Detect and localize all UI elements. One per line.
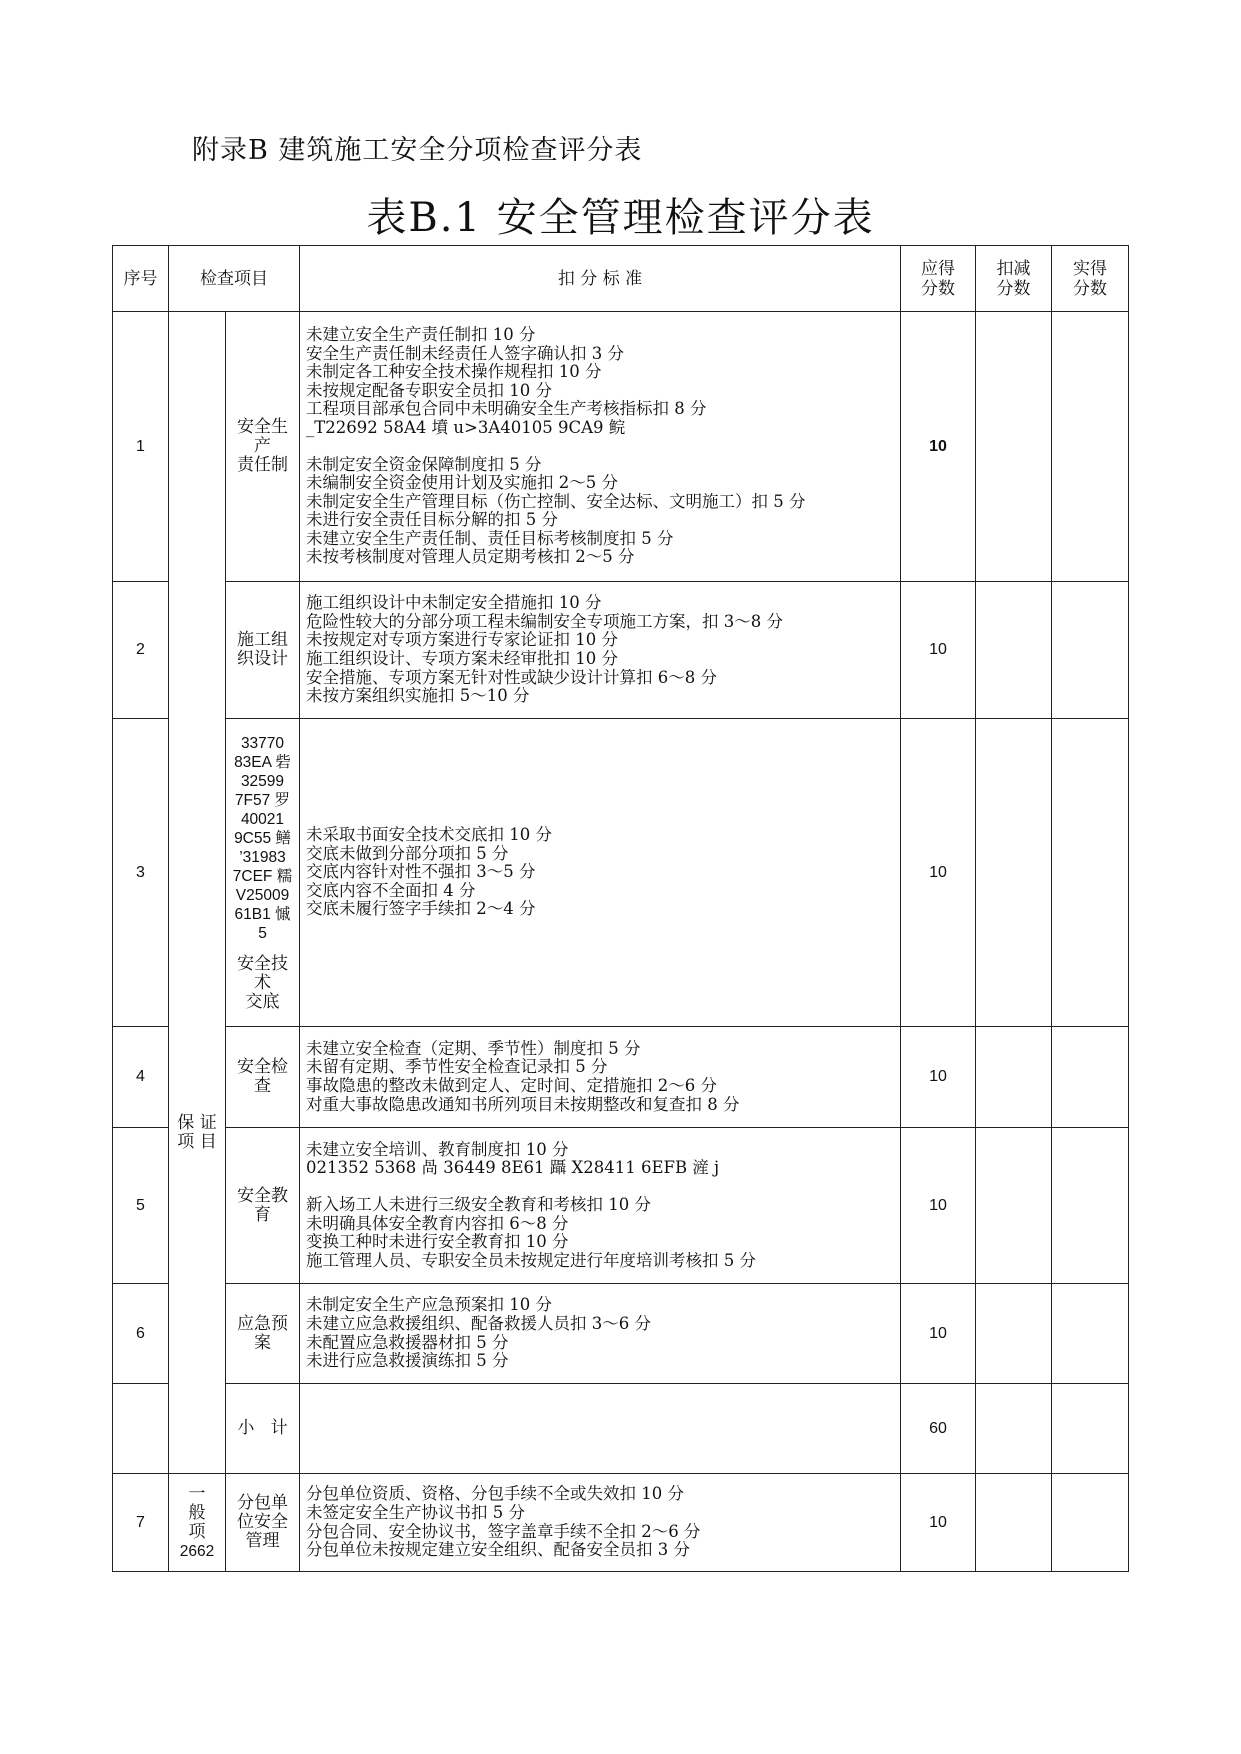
- row-seq: 5: [113, 1128, 169, 1284]
- table-row: [113, 719, 1129, 1027]
- subtotal-label: 小 计: [226, 1384, 300, 1474]
- deduct-score-cell[interactable]: [976, 1027, 1052, 1128]
- check-item: 施工组 织设计: [226, 582, 300, 719]
- max-score: 10: [901, 1027, 976, 1128]
- header-max-score-line1: 应得: [921, 258, 955, 279]
- subtotal-score: 60: [901, 1384, 976, 1474]
- actual-score-cell[interactable]: [1052, 1284, 1129, 1384]
- header-seq: 序号: [113, 246, 169, 312]
- deduct-score-cell[interactable]: [976, 719, 1052, 1027]
- check-item: 安全教 育: [226, 1128, 300, 1284]
- deduction-criteria: 施工组织设计中未制定安全措施扣 10 分 危险性较大的分部分项工程未编制安全专项施工方案，扣 3～8 分 未按规定对专项方案进行专家论证扣 10 分 施工组织设计、专项方案未经审批扣 10 分 安全措施、专项方案无针对性或缺少设计计算扣 6～8 分 未按方案组织实施扣 5～10 分: [300, 582, 901, 719]
- actual-score-cell[interactable]: [1052, 312, 1129, 582]
- max-score: 10: [901, 312, 976, 582]
- table-row: [113, 1284, 1129, 1384]
- row-seq: 1: [113, 312, 169, 582]
- category-general-items: 一 般 项 2662: [169, 1474, 226, 1572]
- deduction-criteria: 未建立安全生产责任制扣 10 分 安全生产责任制未经责任人签字确认扣 3 分 未制定各工种安全技术操作规程扣 10 分 未按规定配备专职安全员扣 10 分 工程项目部承包合同中未明确安全生产考核指标扣 8 分 _T22692 58A4 墳 u>3A40105 9CA9 鲩 未制定安全资金保障制度扣 5 分 未编制安全资金使用计划及实施扣 2～5 分 未制定安全生产管理目标（伤亡控制、安全达标、文明施工）扣 5 分 未进行安全责任目标分解的扣 5 分 未建立安全生产责任制、责任目标考核制度扣 5 分 未按考核制度对管理人员定期考核扣 2～5 分: [300, 312, 901, 582]
- actual-score-cell[interactable]: [1052, 582, 1129, 719]
- table-title: 表B.1 安全管理检查评分表: [366, 195, 875, 241]
- category-line1: 保 证: [177, 1112, 217, 1133]
- deduct-score-cell[interactable]: [976, 312, 1052, 582]
- header-actual-line2: 分数: [1073, 278, 1107, 299]
- check-item: 33770 83EA 砦 32599 7F57 罗 40021 9C55 鳝 ’31983 7CEF 糯 V25009 61B1 慽 5 安全技 术 交底: [226, 719, 300, 1027]
- row-seq: 4: [113, 1027, 169, 1128]
- table-row: [113, 1128, 1129, 1284]
- check-item: 安全生 产 责任制: [226, 312, 300, 582]
- header-check-item: 检查项目: [169, 246, 300, 312]
- row-seq: 2: [113, 582, 169, 719]
- deduct-score-cell[interactable]: [976, 1474, 1052, 1572]
- deduct-score-cell[interactable]: [976, 582, 1052, 719]
- category-line2: 项 目: [177, 1131, 217, 1152]
- table-header-row: [113, 246, 1129, 312]
- actual-score-cell[interactable]: [1052, 1384, 1129, 1474]
- header-actual-score: [1052, 246, 1129, 312]
- row-seq: 7: [113, 1474, 169, 1572]
- table-row: [113, 1474, 1129, 1572]
- header-deduct-line1: 扣减: [996, 258, 1031, 279]
- max-score: 10: [901, 719, 976, 1027]
- appendix-title: 附录B 建筑施工安全分项检查评分表: [192, 135, 643, 166]
- table-row: [113, 312, 1129, 582]
- deduction-criteria: 未建立安全培训、教育制度扣 10 分 021352 5368 咼 36449 8E61 躡 X28411 6EFB 滻 j 新入场工人未进行三级安全教育和考核扣 10 分 未明确具体安全教育内容扣 6～8 分 变换工种时未进行安全教育扣 10 分 施工管理人员、专职安全员未按规定进行年度培训考核扣 5 分: [300, 1128, 901, 1284]
- deduct-score-cell[interactable]: [976, 1384, 1052, 1474]
- max-score: 10: [901, 1128, 976, 1284]
- header-deduct-score: [976, 246, 1052, 312]
- subtotal-row: [113, 1384, 1129, 1474]
- subtotal-criteria-cell: [300, 1384, 901, 1474]
- deduction-criteria: 未制定安全生产应急预案扣 10 分 未建立应急救援组织、配备救援人员扣 3～6 分 未配置应急救援器材扣 5 分 未进行应急救援演练扣 5 分: [300, 1284, 901, 1384]
- safety-management-score-table: [112, 245, 1129, 1572]
- deduction-criteria: 未建立安全检查（定期、季节性）制度扣 5 分 未留有定期、季节性安全检查记录扣 5 分 事故隐患的整改未做到定人、定时间、定措施扣 2～6 分 对重大事故隐患改通知书所列项目未按期整改和复查扣 8 分: [300, 1027, 901, 1128]
- deduction-criteria: 分包单位资质、资格、分包手续不全或失效扣 10 分 未签定安全生产协议书扣 5 分 分包合同、安全协议书，签字盖章手续不全扣 2～6 分 分包单位未按规定建立安全组织、配备安全员扣 3 分: [300, 1474, 901, 1572]
- actual-score-cell[interactable]: [1052, 1474, 1129, 1572]
- max-score: 10: [901, 582, 976, 719]
- check-item: 应急预 案: [226, 1284, 300, 1384]
- table-row: [113, 1027, 1129, 1128]
- header-actual-line1: 实得: [1073, 258, 1107, 279]
- check-item: 安全检 查: [226, 1027, 300, 1128]
- row-seq: 3: [113, 719, 169, 1027]
- category-guarantee-items: [169, 312, 226, 1474]
- actual-score-cell[interactable]: [1052, 1128, 1129, 1284]
- actual-score-cell[interactable]: [1052, 1027, 1129, 1128]
- row-seq: 6: [113, 1284, 169, 1384]
- check-item: 分包单 位安全 管理: [226, 1474, 300, 1572]
- actual-score-cell[interactable]: [1052, 719, 1129, 1027]
- header-max-score-line2: 分数: [921, 278, 955, 299]
- table-row: [113, 582, 1129, 719]
- deduct-score-cell[interactable]: [976, 1128, 1052, 1284]
- max-score: 10: [901, 1474, 976, 1572]
- max-score: 10: [901, 1284, 976, 1384]
- header-deduct-line2: 分数: [996, 278, 1031, 299]
- deduct-score-cell[interactable]: [976, 1284, 1052, 1384]
- deduction-criteria: 未采取书面安全技术交底扣 10 分 交底未做到分部分项扣 5 分 交底内容针对性不强扣 3～5 分 交底内容不全面扣 4 分 交底未履行签字手续扣 2～4 分: [300, 719, 901, 1027]
- header-max-score: [901, 246, 976, 312]
- header-criteria: 扣 分 标 准: [300, 246, 901, 312]
- subtotal-seq-cell: [113, 1384, 169, 1474]
